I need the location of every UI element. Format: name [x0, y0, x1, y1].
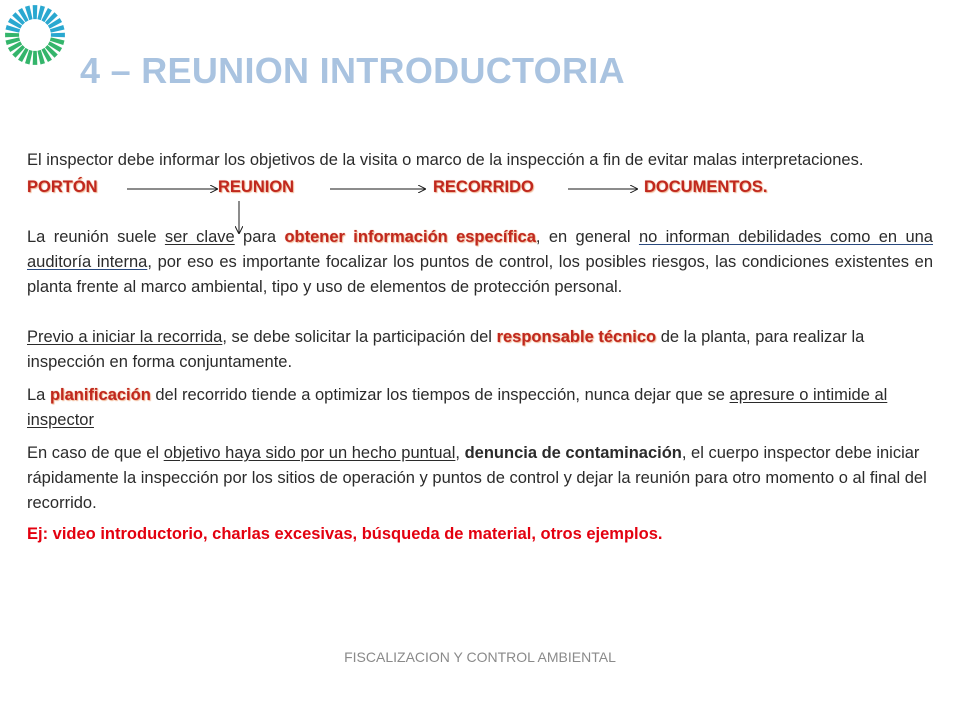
highlighted-text: obtener información específica — [284, 228, 536, 246]
process-flow — [27, 175, 933, 200]
logo-ray — [51, 33, 65, 38]
planning-paragraph: La planificación del recorrido tiende a optimizar los tiempos de inspección, nunca dejar que se apresure o intimide al inspector — [27, 386, 888, 429]
flow-step-documentos: DOCUMENTOS. — [644, 178, 768, 196]
slide-footer: FISCALIZACION Y CONTROL AMBIENTAL — [344, 649, 616, 665]
examples-line: Ej: video introductorio, charlas excesivas, búsqueda de material, otros ejemplos. — [27, 525, 663, 543]
flow-step-reunion: REUNION — [218, 178, 295, 196]
underlined-text: no informan debilidades como en una auditoría interna — [27, 228, 933, 271]
highlighted-text: planificación — [49, 386, 151, 404]
underlined-text: objetivo haya sido por un hecho puntual — [163, 444, 456, 462]
complaint-paragraph: En caso de que el objetivo haya sido por un hecho puntual, denuncia de contaminación, el cuerpo inspector debe iniciar rápidamente la inspección por los sitios de operación y puntos de control y dejar la reunión para otro momento o al final del recorrido. — [27, 444, 927, 512]
underlined-text: Previo a iniciar la recorrida — [27, 328, 223, 346]
logo-ray — [33, 51, 38, 65]
highlighted-text: responsable técnico — [496, 328, 657, 346]
meeting-paragraph: La reunión suele ser clave para obtener información específica, en general no informan debilidades como en una auditoría interna, por eso es importante focalizar los puntos de control, los posibles riesgos, las condiciones existentes en planta frente al marco ambiental, tipo y uso de elementos de protección personal. — [27, 228, 933, 296]
bold-text: denuncia de contaminación — [464, 444, 682, 462]
underlined-text: ser clave — [164, 228, 235, 246]
logo-ray — [33, 5, 38, 19]
slide-title: 4 – REUNION INTRODUCTORIA — [80, 50, 625, 91]
underlined-text: apresure o intimide al inspector — [27, 386, 888, 429]
flow-step-porton: PORTÓN — [27, 178, 98, 196]
slide-body — [27, 148, 933, 547]
intro-paragraph: El inspector debe informar los objetivos de la visita o marco de la inspección a fin de evitar malas interpretaciones. — [27, 151, 864, 169]
responsible-paragraph: Previo a iniciar la recorrida, se debe solicitar la participación del responsable técnico de la planta, para realizar la inspección en forma conjuntamente. — [27, 328, 865, 371]
logo-ray — [5, 33, 19, 38]
flow-step-recorrido: RECORRIDO — [433, 178, 534, 196]
organization-logo — [4, 4, 66, 66]
